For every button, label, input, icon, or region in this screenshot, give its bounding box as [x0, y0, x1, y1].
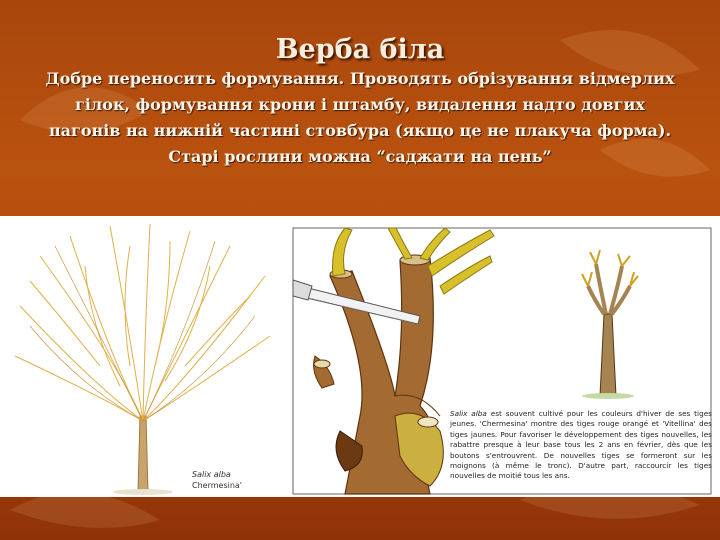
figure-caption-species: Salix alba	[192, 470, 231, 479]
figure-caption-cultivar: Chermesina'	[192, 481, 243, 490]
slide-title: Верба біла	[275, 34, 445, 65]
note-species: Salix alba	[450, 409, 487, 418]
illustration-panel	[0, 216, 720, 497]
pollard-tree-drawing	[582, 250, 638, 399]
willow-tree-drawing	[15, 224, 270, 495]
note-text: est souvent cultivé pour les couleurs d'hiver de ses tiges jeunes. 'Chermesina' montre des tiges rouge orangé et 'Vitellina' des tiges jaunes. Pour favoriser le développement des tiges nouvelles, les rabattre presque à leur base tous les 2 ans en février, dès que les boutons s'entrouvrent. De nouvelles tiges se formeront sur les moignons (à même le tronc). D'autre part, raccourcir les tiges nouvelles de moitié tous les ans.	[450, 409, 712, 481]
slide-body-text: Добре переносить формування. Проводять обрізування відмерлих гілок, формування крони і штамбу, видалення надто довгих пагонів на нижній частині стовбура (якщо це не плакуча форма). Старі рослини можна “саджати на пень”	[45, 69, 675, 166]
french-pruning-note	[450, 409, 712, 482]
